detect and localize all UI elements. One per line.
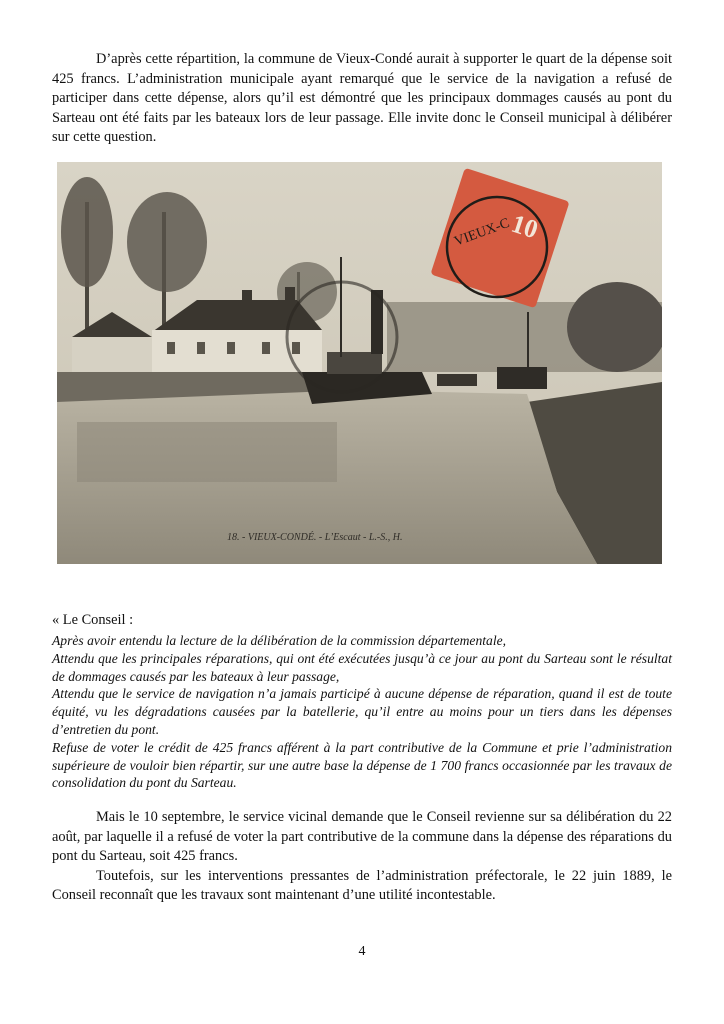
council-heading: « Le Conseil : — [52, 612, 134, 628]
intro-paragraph: D’après cette répartition, la commune de Vieux-Condé aurait à supporter le quart de la dépense soit 425 francs. L’administration municipale ayant remarqué que le service de la navigation a refusé de participer dans cette dépense, alors qu’il est démontré que les principaux dommages causés au pont du Sarteau ont été faits par les bateaux lors de leur passage. Elle invite donc le Conseil municipal à délibérer sur cette question. — [52, 51, 672, 146]
council-quote — [52, 632, 672, 792]
page-number: 4 — [358, 944, 366, 959]
postcard-caption: 18. - VIEUX-CONDÉ. - L’Escaut - L.-S., H. — [227, 532, 403, 543]
paragraph-3: Toutefois, sur les interventions pressantes de l’administration préfectorale, le 22 juin 1889, le Conseil reconnaît que les travaux sont maintenant d’une utilité incontestable. — [52, 867, 672, 904]
stamp-value: 10 — [507, 208, 542, 245]
postmark-text: VIEUX-C — [452, 215, 512, 250]
postcard-photo — [57, 162, 662, 564]
paragraph-2: Mais le 10 septembre, le service vicinal demande que le Conseil revienne sur sa délibération du 22 août, par laquelle il a refusé de voter la part contributive de la commune dans la dépense des réparations du pont du Sarteau, soit 425 francs. — [52, 809, 672, 865]
closing-paragraphs — [52, 808, 672, 906]
council-item: Après avoir entendu la lecture de la délibération de la commission départementale, — [52, 633, 507, 648]
council-item: Refuse de voter le crédit de 425 francs afférent à la part contributive de la Commune et prie l’administration supérieure de vouloir bien répartir, sur une autre base la dépense de 1 700 francs occasionnée par les travaux de consolidation du pont du Sarteau. — [52, 739, 672, 791]
council-item: Attendu que le service de navigation n’a jamais participé à aucune dépense de réparation, quand il est de toute équité, vu les dégradations causées par la batellerie, qu’il entre au moins pour un tiers dans les dépenses d’entretien du pont. — [52, 686, 672, 737]
council-item: Attendu que les principales réparations, qui ont été exécutées jusqu’à ce jour au pont du Sarteau sont le résultat de dommages causés par les bateaux à leur passage, — [52, 650, 672, 684]
